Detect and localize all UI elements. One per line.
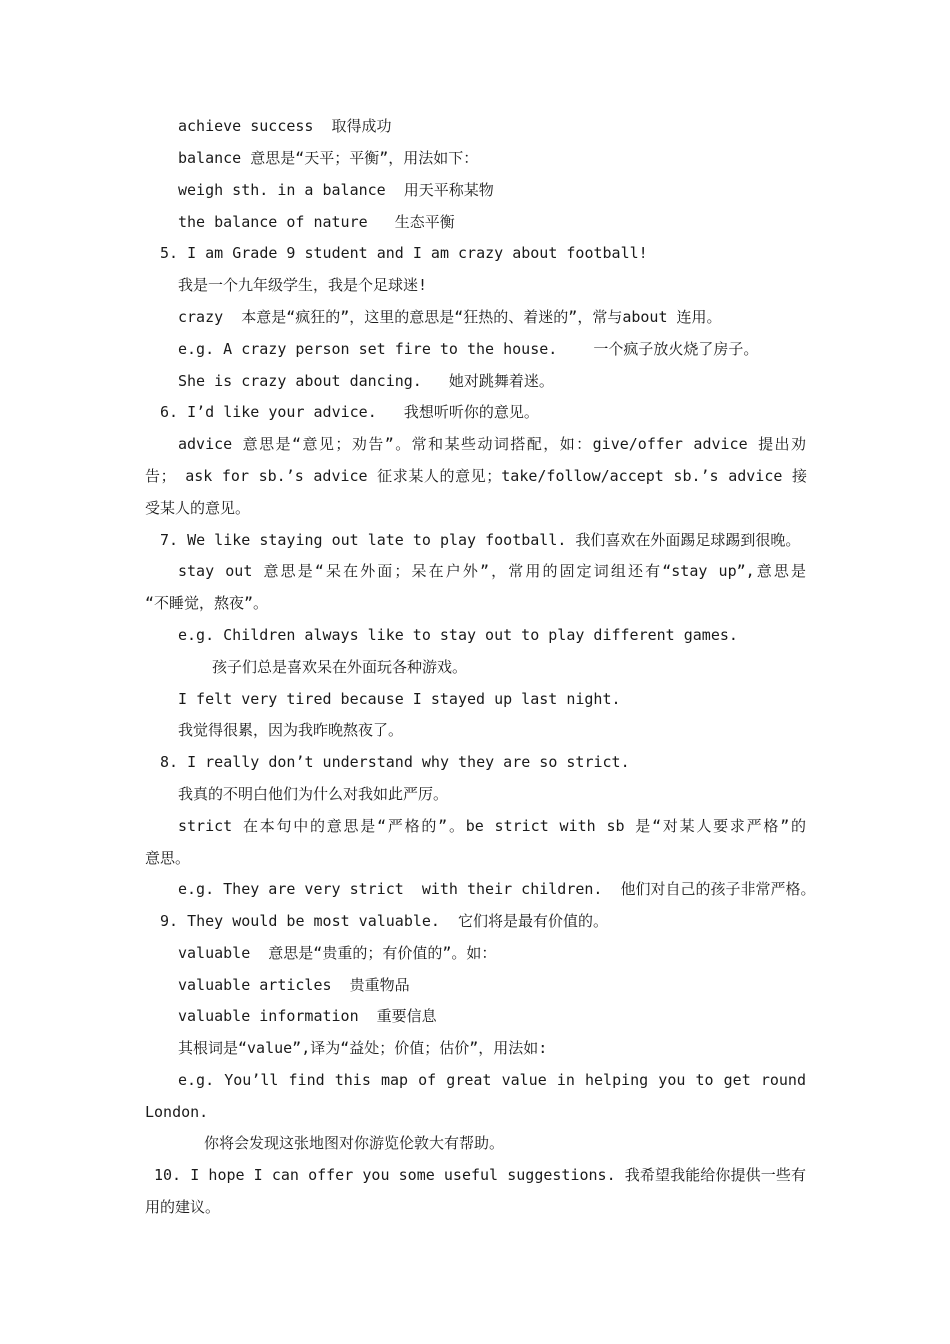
numbered-item: 10. I hope I can offer you some useful suggestions. 我希望我能给你提供一些有 [154,1166,806,1184]
numbered-item: 9. They would be most valuable. 它们将是最有价值的。 [160,912,609,930]
text-line: 用的建议。 [145,1198,221,1216]
text-line: 我真的不明白他们为什么对我如此严厉。 [178,785,449,803]
text-line: stay out 意思是“呆在外面；呆在户外”，常用的固定词组还有“stay up”,意思是 [178,562,806,580]
example-line: London. [145,1103,209,1121]
numbered-item: 5. I am Grade 9 student and I am crazy about football! [160,244,648,262]
text-line: valuable 意思是“贵重的；有价值的”。如： [178,944,497,962]
example-line: She is crazy about dancing. 她对跳舞着迷。 [178,372,554,390]
text-line: 告； ask for sb.’s advice 征求某人的意见；take/follow/accept sb.’s advice 接 [145,467,807,485]
text-line: 其根词是“value”,译为“益处；价值；估价”，用法如: [178,1039,548,1057]
text-line: weigh sth. in a balance 用天平称某物 [178,181,494,199]
text-line: balance 意思是“天平；平衡”，用法如下： [178,149,479,167]
text-line: advice 意思是“意见；劝告”。常和某些动词搭配，如：give/offer advice 提出劝 [178,435,806,453]
translation-line: 孩子们总是喜欢呆在外面玩各种游戏。 [212,658,468,676]
text-line: crazy 本意是“疯狂的”，这里的意思是“狂热的、着迷的”，常与about 连用。 [178,308,722,326]
example-line: e.g. Children always like to stay out to play different games. [178,626,738,644]
translation-line: 你将会发现这张地图对你游览伦敦大有帮助。 [204,1134,505,1152]
text-line: valuable information 重要信息 [178,1007,437,1025]
example-line: e.g. You’ll find this map of great value in helping you to get round [178,1071,806,1089]
example-line: e.g. They are very strict with their children. 他们对自己的孩子非常严格。 [178,880,816,898]
text-line: achieve success 取得成功 [178,117,392,135]
text-line: valuable articles 贵重物品 [178,976,410,994]
text-line: 我是一个九年级学生，我是个足球迷! [178,276,428,294]
text-line: the balance of nature 生态平衡 [178,213,455,231]
numbered-item: 6. I’d like your advice. 我想听听你的意见。 [160,403,539,421]
example-line: I felt very tired because I stayed up last night. [178,690,621,708]
numbered-item: 8. I really don’t understand why they are so strict. [160,753,630,771]
text-line: 意思。 [145,849,191,867]
example-line: e.g. A crazy person set fire to the house. 一个疯子放火烧了房子。 [178,340,759,358]
text-line: 受某人的意见。 [145,499,251,517]
text-line: strict 在本句中的意思是“严格的”。be strict with sb 是“对某人要求严格”的 [178,817,806,835]
numbered-item: 7. We like staying out late to play football. 我们喜欢在外面踢足球踢到很晚。 [160,531,801,549]
translation-line: 我觉得很累，因为我昨晚熬夜了。 [178,721,404,739]
text-line: “不睡觉，熬夜”。 [145,594,269,612]
